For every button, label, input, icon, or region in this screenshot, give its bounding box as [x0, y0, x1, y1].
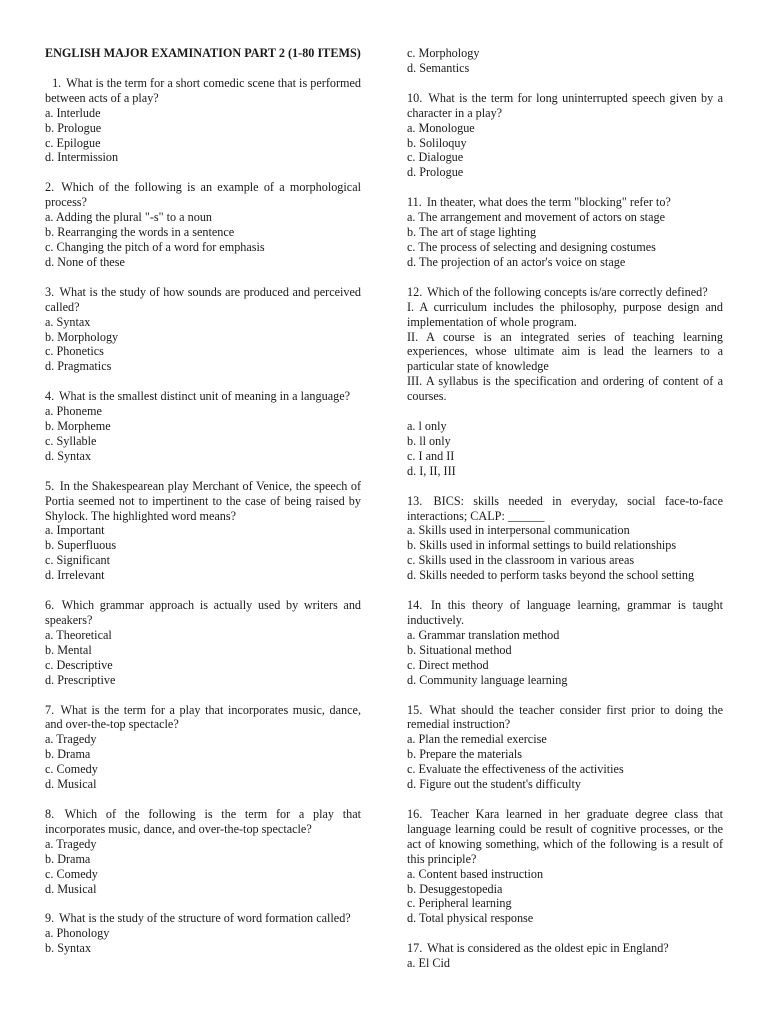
question-item	[45, 911, 361, 956]
answer-option: d. The projection of an actor's voice on stage	[407, 254, 626, 269]
question-text: Which of the following concepts is/are correctly defined?	[427, 284, 708, 299]
answer-option: d. Irrelevant	[45, 568, 105, 583]
question-text: Which of the following is an example of a morphological process?	[45, 180, 361, 210]
answer-option: b. Skills used in informal settings to build relationships	[407, 538, 677, 553]
answer-option: c. Peripheral learning	[407, 896, 512, 911]
answer-option: d. I, II, III	[407, 463, 456, 478]
statement: I. A curriculum includes the philosophy, purpose design and implementation of whole program.	[407, 299, 723, 329]
answer-option: c. Evaluate the effectiveness of the activities	[407, 762, 624, 777]
answer-option: d. Musical	[45, 881, 97, 896]
answer-option: a. Skills used in interpersonal communication	[407, 523, 630, 538]
question-stem	[45, 180, 361, 210]
answer-option: a. l only	[407, 419, 447, 434]
answer-option: b. Soliloquy	[407, 135, 467, 150]
question-stem	[45, 911, 361, 926]
question-item	[45, 807, 361, 896]
question-item	[45, 479, 361, 583]
question-item	[407, 598, 723, 687]
answer-option: d. None of these	[45, 254, 125, 269]
question-text: Which of the following is the term for a play that incorporates music, dance, and over-the-top spectacle?	[45, 806, 361, 836]
question-text: Teacher Kara learned in her graduate degree class that language learning could be result of cognitive processes, or the act of knowing something, which of the following is a result of this principle?	[407, 806, 723, 866]
answer-option: c. Comedy	[45, 866, 98, 881]
question-text: What is the term for long uninterrupted speech given by a character in a play?	[407, 90, 723, 120]
answer-option: a. Phoneme	[45, 404, 102, 419]
question-number: 16.	[407, 806, 423, 821]
answer-option: a. Plan the remedial exercise	[407, 732, 547, 747]
answer-option: a. Syntax	[45, 314, 91, 329]
answer-option: d. Pragmatics	[45, 359, 112, 374]
question-text: In this theory of language learning, grammar is taught inductively.	[407, 598, 723, 627]
answer-option: b. ll only	[407, 433, 451, 448]
question-stem	[407, 285, 723, 300]
question-stem	[407, 195, 723, 210]
answer-option: a. Content based instruction	[407, 866, 544, 881]
answer-option: b. The art of stage lighting	[407, 225, 537, 240]
question-item	[45, 389, 361, 464]
answer-option: b. Situational method	[407, 642, 512, 657]
question-number: 9.	[45, 911, 55, 926]
answer-option: d. Musical	[45, 777, 97, 792]
question-text: What is the term for a play that incorporates music, dance, and over-the-top spectacle?	[45, 702, 362, 732]
answer-option: c. Changing the pitch of a word for emphasis	[45, 239, 265, 254]
question-stem	[45, 479, 361, 524]
answer-option: d. Skills needed to perform tasks beyond the school setting	[407, 568, 695, 583]
answer-option: c. I and II	[407, 448, 455, 463]
question-text: What is the smallest distinct unit of meaning in a language?	[58, 389, 351, 404]
question-number: 1.	[52, 75, 62, 90]
question-number: 6.	[45, 598, 55, 613]
answer-option: a. Theoretical	[45, 627, 112, 642]
answer-option: a. El Cid	[407, 956, 450, 971]
answer-option: d. Intermission	[45, 150, 119, 165]
answer-option: a. Grammar translation method	[407, 627, 560, 642]
answer-option: c. Descriptive	[45, 657, 113, 672]
answer-option: b. Prepare the materials	[407, 747, 523, 762]
question-stem	[45, 76, 361, 106]
question-text: BICS: skills needed in everyday, social face-to-face interactions; CALP: ______	[407, 493, 723, 523]
answer-option: d. Figure out the student's difficulty	[407, 777, 581, 792]
answer-option: c. Comedy	[45, 762, 98, 777]
left-column	[45, 46, 361, 971]
answer-option: c. Skills used in the classroom in various areas	[407, 553, 635, 568]
answer-option: c. Morphology	[407, 46, 480, 60]
answer-option: c. Significant	[45, 553, 110, 568]
answer-option: a. Monologue	[407, 120, 475, 135]
answer-option: b. Mental	[45, 642, 92, 657]
answer-option: b. Morpheme	[45, 419, 111, 434]
statement: III. A syllabus is the specification and ordering of content of a courses.	[407, 374, 723, 404]
question-number: 14.	[407, 598, 423, 613]
question-stem	[45, 598, 361, 628]
question-number: 2.	[45, 180, 55, 195]
answer-option: c. The process of selecting and designing costumes	[407, 239, 656, 254]
answer-option: d. Prescriptive	[45, 672, 116, 687]
question-stem	[45, 285, 361, 315]
answer-option: a. Tragedy	[45, 836, 97, 851]
question-stem	[45, 807, 361, 837]
exam-title: ENGLISH MAJOR EXAMINATION PART 2 (1-80 ITEMS)	[45, 46, 361, 60]
question-text: In theater, what does the term "blocking" refer to?	[426, 195, 671, 210]
question-number: 15.	[407, 702, 423, 717]
answer-option: c. Phonetics	[45, 344, 104, 359]
answer-option: a. Phonology	[45, 926, 110, 941]
answer-option: b. Drama	[45, 851, 91, 866]
answer-option: d. Prologue	[407, 165, 464, 180]
question-stem	[407, 941, 723, 956]
question-item	[45, 598, 361, 687]
answer-option: c. Direct method	[407, 657, 489, 672]
question-item	[407, 941, 723, 971]
question-item	[45, 180, 361, 269]
question-stem	[407, 703, 723, 733]
question-stem	[45, 389, 361, 404]
question-number: 4.	[45, 389, 55, 404]
question-number: 11.	[407, 195, 422, 210]
question-number: 10.	[407, 90, 423, 105]
question-number: 13.	[407, 493, 423, 508]
question-number: 3.	[45, 284, 55, 299]
question-stem	[407, 598, 723, 628]
answer-option: a. Adding the plural "-s" to a noun	[45, 210, 213, 225]
answer-option: b. Rearranging the words in a sentence	[45, 225, 235, 240]
question-item	[407, 494, 723, 583]
answer-option: b. Prologue	[45, 120, 102, 135]
question-number: 12.	[407, 284, 423, 299]
question-number: 8.	[45, 806, 55, 821]
question-text: What is the term for a short comedic scene that is performed between acts of a play?	[45, 75, 362, 105]
answer-option: c. Dialogue	[407, 150, 464, 165]
question-stem	[407, 91, 723, 121]
answer-option: b. Drama	[45, 747, 91, 762]
question-stem	[407, 807, 723, 867]
answer-option: a. Tragedy	[45, 732, 97, 747]
question-text: Which grammar approach is actually used by writers and speakers?	[45, 598, 362, 627]
question-text: What is considered as the oldest epic in England?	[427, 941, 669, 956]
question-stem	[407, 494, 723, 524]
question-text: What is the study of how sounds are produced and perceived called?	[45, 284, 362, 314]
answer-option: d. Syntax	[45, 448, 92, 463]
spacer	[407, 404, 723, 419]
answer-option: b. Superfluous	[45, 538, 117, 553]
answer-option: c. Epilogue	[45, 135, 101, 150]
answer-option: b. Morphology	[45, 329, 119, 344]
question-item	[407, 807, 723, 926]
answer-option: b. Syntax	[45, 941, 92, 956]
question-item	[45, 285, 361, 374]
question-number: 17.	[407, 941, 423, 956]
answer-option: a. Important	[45, 523, 105, 538]
question-item	[407, 91, 723, 180]
question-item	[407, 195, 723, 270]
answer-option: b. Desuggestopedia	[407, 881, 503, 896]
question-number: 5.	[45, 478, 55, 493]
question-item	[45, 76, 361, 165]
answer-option: a. Interlude	[45, 105, 101, 120]
answer-option: d. Community language learning	[407, 672, 568, 687]
question-item	[45, 703, 361, 792]
question-continuation	[407, 46, 723, 76]
question-text: In the Shakespearean play Merchant of Venice, the speech of Portia seemed not to impertinent to the case of being raised by Shylock. The highlighted word means?	[45, 478, 362, 523]
question-item	[407, 703, 723, 792]
answer-option: d. Total physical response	[407, 911, 534, 926]
answer-option: d. Semantics	[407, 60, 470, 75]
statement: II. A course is an integrated series of teaching learning experiences, whose ultimate aim is lead the learners to a particular state of knowledge	[407, 329, 723, 374]
question-number: 7.	[45, 702, 55, 717]
answer-option: a. The arrangement and movement of actors on stage	[407, 210, 665, 225]
right-column	[407, 46, 723, 986]
answer-option: c. Syllable	[45, 433, 97, 448]
question-stem	[45, 703, 361, 733]
question-item	[407, 285, 723, 479]
question-text: What is the study of the structure of word formation called?	[58, 911, 351, 926]
question-text: What should the teacher consider first prior to doing the remedial instruction?	[407, 702, 723, 732]
